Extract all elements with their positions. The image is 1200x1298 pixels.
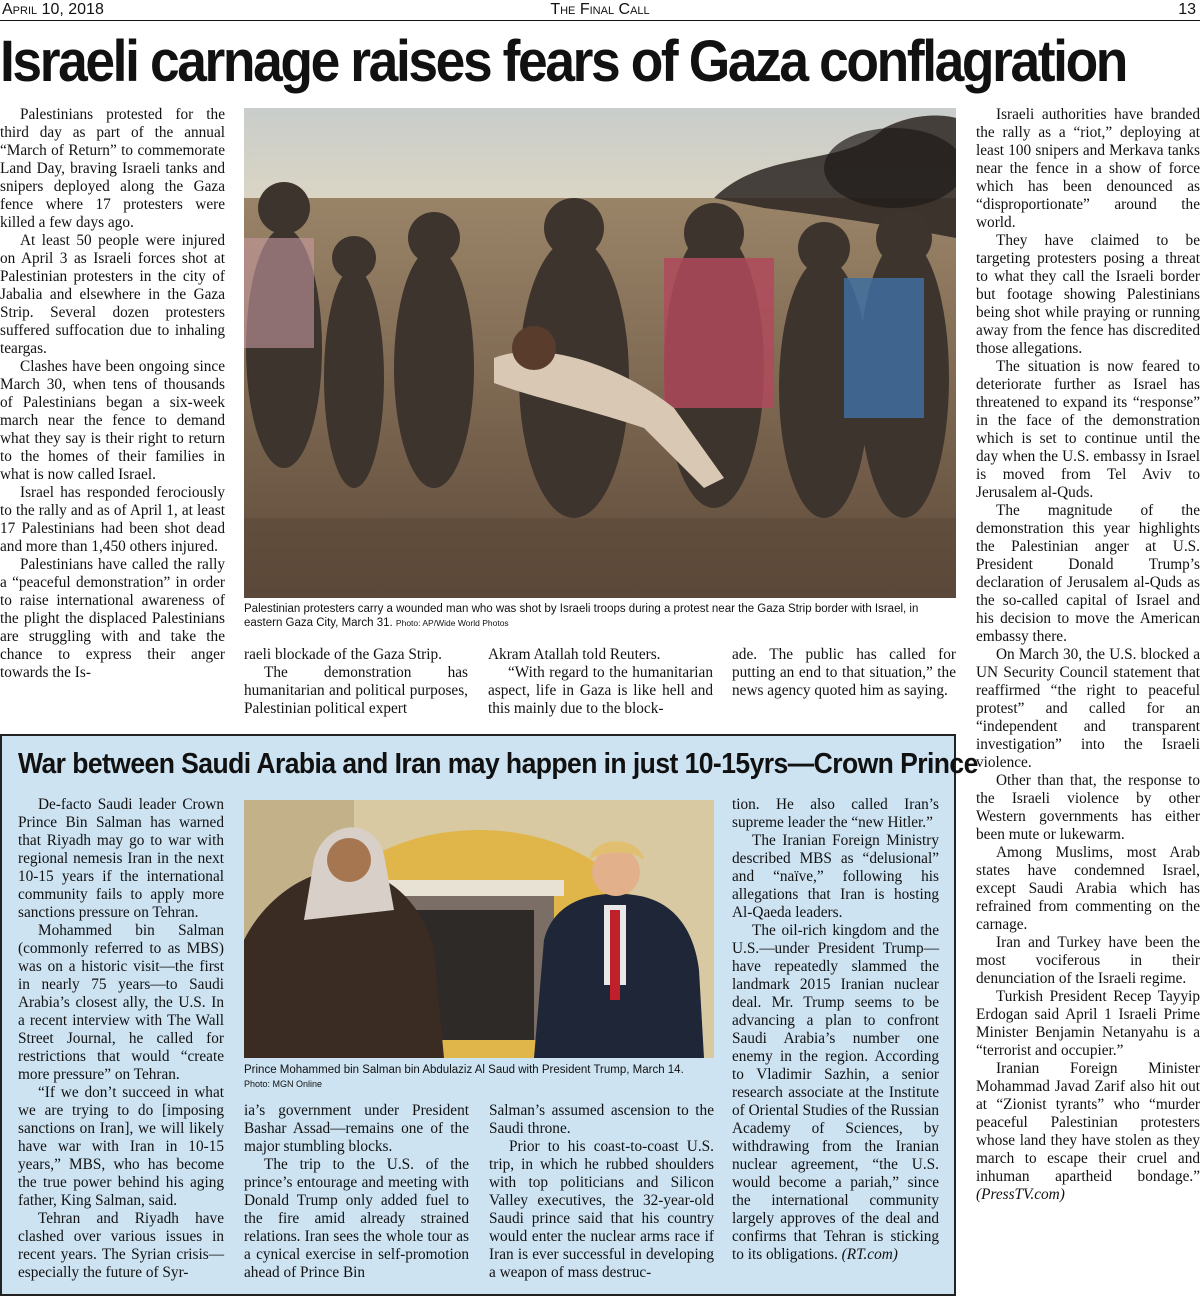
paragraph: Clashes have been ongoing since March 30, when tens of thousands of Palestinians began a six-week march near the fence to demand what they say is their right to return to the homes of their families in what is now called Israel. — [0, 358, 225, 483]
paragraph: Mohammed bin Salman (commonly referred to as MBS) was on a historic visit—the first in nearly 75 years—to Saudi Arabia’s closest ally, the U.S. In a recent interview with The Wall Street Journal, he called for restrictions that would “create more pressure” on Tehran. — [18, 922, 224, 1083]
paragraph: Salman’s assumed ascension to the Saudi throne. — [489, 1102, 714, 1137]
caption-text: Prince Mohammed bin Salman bin Abdulaziz Al Saud with President Trump, March 14. — [244, 1064, 684, 1076]
photo-credit: Photo: MGN Online — [244, 1079, 323, 1089]
main-headline: Israeli carnage raises fears of Gaza conflagration — [0, 29, 1127, 94]
paragraph: Iran and Turkey have been the most vociferous in their denunciation of the Israeli regime. — [976, 934, 1200, 987]
paragraph: Palestinians have called the rally a “peaceful demonstration” in order to raise international awareness of the plight the displaced Palestinians are struggling with and take the chance to express their anger towards the Is- — [0, 556, 225, 681]
main-photo-caption — [244, 602, 958, 630]
caption-text: Palestinian protesters carry a wounded man who was shot by Israeli troops during a protest near the Gaza Strip border with Israel, in eastern Gaza City, March 31. — [244, 603, 919, 629]
main-article-right-column — [976, 106, 1200, 1204]
paragraph: Among Muslims, most Arab states have condemned Israel, except Saudi Arabia which has refrained from commenting on the carnage. — [976, 844, 1200, 933]
paragraph: The Iranian Foreign Ministry described MBS as “delusional” and “naïve,” following his allegations that Iran is hosting Al-Qaeda leaders. — [732, 832, 939, 921]
paragraph: “With regard to the humanitarian aspect, life in Gaza is like hell and this mainly due to the block- — [488, 664, 713, 717]
publication-name: The Final Call — [550, 1, 650, 18]
paragraph-text: Iranian Foreign Minister Mohammad Javad Zarif also hit out at “Zionist tyrants” who “murder peaceful Palestinian protesters whose land they have stolen as they march to escape their cruel and inhuman apartheid bondage.” — [976, 1060, 1200, 1185]
paragraph: “If we don’t succeed in what we are trying to do [imposing sanctions on Iran], we will likely have war with Iran in 10-15 years,” MBS, who has become the true power behind his aging father, King Salman, said. — [18, 1084, 224, 1209]
main-article-column-3 — [488, 646, 713, 718]
paragraph — [732, 922, 939, 1264]
main-article-column-4 — [732, 646, 956, 700]
paragraph: tion. He also called Iran’s supreme leader the “new Hitler.” — [732, 796, 939, 831]
paragraph: ade. The public has called for putting an end to that situation,” the news agency quoted him as saying. — [732, 646, 956, 699]
sidebar-headline: War between Saudi Arabia and Iran may happen in just 10-15yrs—Crown Prince — [18, 748, 978, 780]
paragraph: Israel has responded ferociously to the rally and as of April 1, at least 17 Palestinians had been shot dead and more than 1,450 others injured. — [0, 484, 225, 555]
main-article-column-1 — [0, 106, 225, 682]
paragraph: De-facto Saudi leader Crown Prince Bin Salman has warned that Riyadh may go to war with regional nemesis Iran in the next 10-15 years if the international community fails to apply more sanctions pressure on Tehran. — [18, 796, 224, 921]
paragraph: Prior to his coast-to-coast U.S. trip, in which he rubbed shoulders with top politicians and Silicon Valley executives, the 32-year-old Saudi prince said that his country would enter the nuclear arms race if Iran is ever successful in developing a weapon of mass destruc- — [489, 1138, 714, 1281]
paragraph — [976, 1060, 1200, 1204]
main-article-column-2 — [244, 646, 468, 718]
sidebar-column-2 — [244, 1102, 469, 1282]
sidebar-photo-caption — [244, 1063, 714, 1091]
paragraph: Israeli authorities have branded the rally as a “riot,” deploying at least 100 snipers and Merkava tanks near the fence in a show of force which has been denounced as “disproportionate” around the world. — [976, 106, 1200, 231]
paragraph: The demonstration has humanitarian and political purposes, Palestinian political expert — [244, 664, 468, 717]
paragraph: Palestinians protested for the third day as part of the annual “March of Return” to commemorate Land Day, braving Israeli tanks and snipers deployed along the Gaza fence where 17 protesters were killed a few days ago. — [0, 106, 225, 231]
protest-photo — [244, 108, 956, 598]
header-rule — [0, 20, 1200, 21]
paragraph: Tehran and Riyadh have clashed over various issues in recent years. The Syrian crisis—especially the future of Syr- — [18, 1210, 224, 1281]
meeting-photo-illustration — [244, 800, 714, 1058]
sidebar-column-4 — [732, 796, 939, 1264]
sidebar-column-1 — [18, 796, 224, 1282]
issue-date: April 10, 2018 — [2, 1, 104, 18]
paragraph-text: The oil-rich kingdom and the U.S.—under President Trump—have repeatedly slammed the landmark 2015 Iranian nuclear deal. Mr. Trump seems to be advancing a plan to confront Saudi Arabia’s number one enemy in the region. According to Vladimir Sazhin, a senior research associate at the Institute of Oriental Studies of the Russian Academy of Sciences, by withdrawing from the Iranian nuclear agreement, “the U.S. would become a pariah,” since the international community largely approves of the deal and confirms that Tehran is sticking to its obligations. — [732, 922, 939, 1263]
source-credit: (PressTV.com) — [976, 1186, 1065, 1203]
paragraph: Turkish President Recep Tayyip Erdogan said April 1 Israeli Prime Minister Benjamin Netanyahu is a “terrorist and occupier.” — [976, 988, 1200, 1059]
paragraph: raeli blockade of the Gaza Strip. — [244, 646, 442, 663]
sidebar-column-3 — [489, 1102, 714, 1282]
paragraph: The trip to the U.S. of the prince’s entourage and meeting with Donald Trump only added fuel to the fire amid already strained relations. Iran sees the whole tour as a cynical exercise in self-promotion ahead of Prince Bin — [244, 1156, 469, 1281]
paragraph: At least 50 people were injured on April 3 as Israeli forces shot at Palestinian protesters in the city of Jabalia and elsewhere in the Gaza Strip. Several dozen protesters suffered suffocation due to inhaling teargas. — [0, 232, 225, 357]
paragraph: Akram Atallah told Reuters. — [488, 646, 661, 663]
paragraph: Other than that, the response to the Israeli violence by other Western governments has either been mute or lukewarm. — [976, 772, 1200, 843]
photo-credit: Photo: AP/Wide World Photos — [395, 618, 509, 628]
page-number: 13 — [1178, 1, 1196, 18]
protest-photo-illustration — [244, 108, 956, 598]
source-credit: (RT.com) — [841, 1246, 898, 1263]
paragraph: The magnitude of the demonstration this year highlights the Palestinian anger at U.S. President Donald Trump’s declaration of Jerusalem al-Quds as the so-called capital of Israel and his decision to move the American embassy there. — [976, 502, 1200, 645]
paragraph: The situation is now feared to deteriorate further as Israel has threatened to expand its “response” in the face of the demonstration which is set to continue until the day when the U.S. embassy in Israel is moved from Tel Aviv to Jerusalem al-Quds. — [976, 358, 1200, 501]
meeting-photo — [244, 800, 714, 1058]
paragraph: They have claimed to be targeting protesters posing a threat to what they call the Israeli border but footage showing Palestinians being shot while praying or running away from the fence has discredited those allegations. — [976, 232, 1200, 357]
paragraph: ia’s government under President Bashar Assad—remains one of the major stumbling blocks. — [244, 1102, 469, 1155]
paragraph: On March 30, the U.S. blocked a UN Security Council statement that reaffirmed “the right to peaceful protest” and called for an “independent and transparent investigation” into the Israeli violence. — [976, 646, 1200, 771]
